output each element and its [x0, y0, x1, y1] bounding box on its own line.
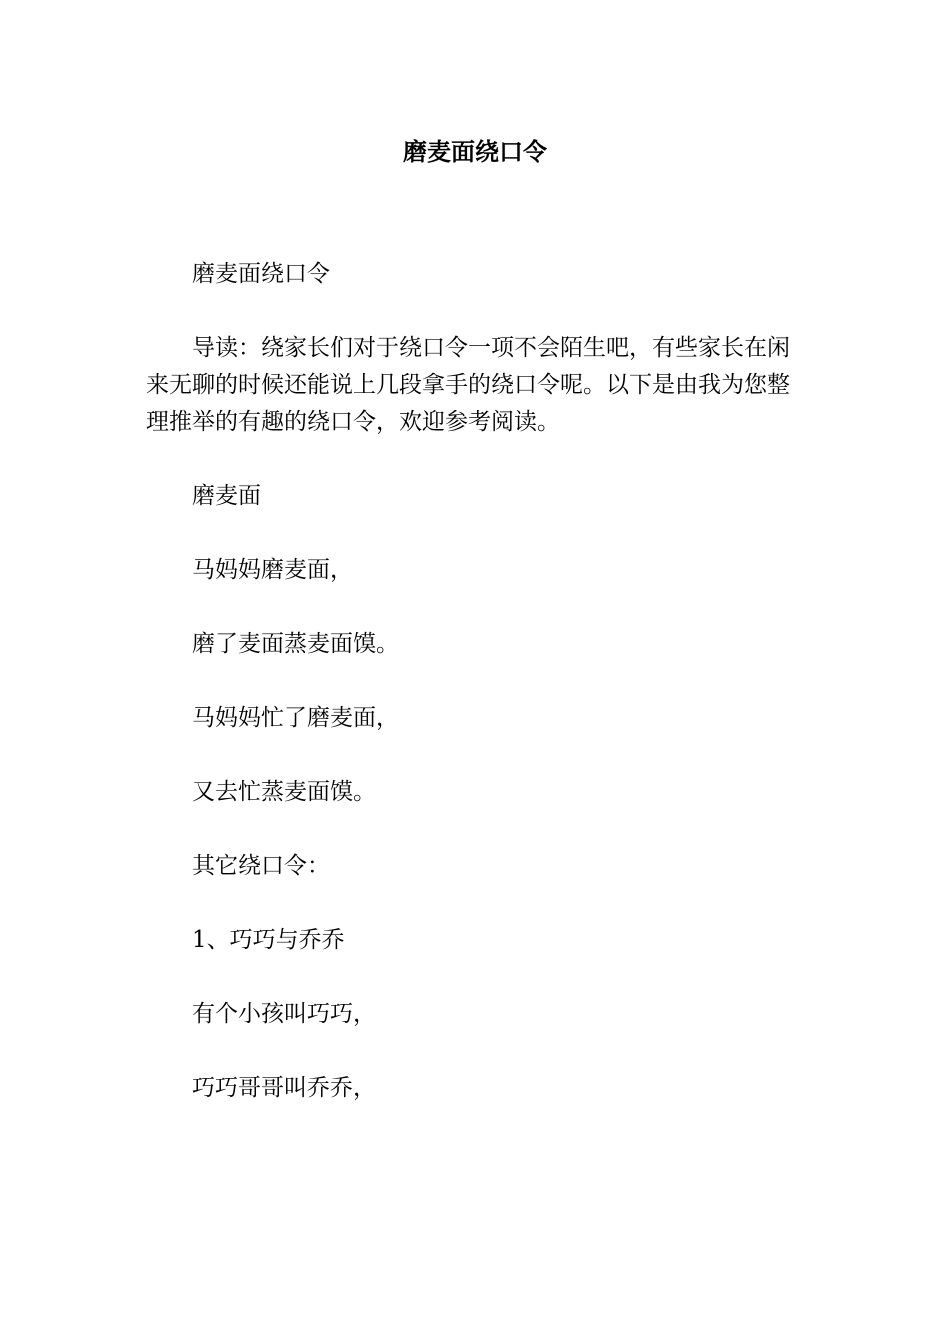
poem-line: 磨了麦面蒸麦面馍。 [192, 631, 399, 657]
paragraph-section-heading: 磨麦面 [192, 483, 261, 509]
poem-line: 又去忙蒸麦面馍。 [192, 779, 376, 805]
paragraph-item-heading: 1、巧巧与乔乔 [192, 927, 345, 953]
document-title: 磨麦面绕口令 [403, 137, 547, 166]
paragraph-other-heading: 其它绕口令： [192, 853, 330, 879]
poem-line: 马妈妈忙了磨麦面， [192, 705, 399, 731]
poem-line: 有个小孩叫巧巧， [192, 1001, 376, 1027]
paragraph-intro: 导读：绕家长们对于绕口令一项不会陌生吧，有些家长在闲来无聊的时候还能说上几段拿手的绕口令呢。以下是由我为您整理推举的有趣的绕口令，欢迎参考阅读。 [146, 335, 790, 435]
document-body [146, 256, 806, 1144]
poem-line: 巧巧哥哥叫乔乔， [192, 1075, 376, 1101]
paragraph-subtitle: 磨麦面绕口令 [192, 261, 330, 287]
poem-line: 马妈妈磨麦面， [192, 557, 353, 583]
